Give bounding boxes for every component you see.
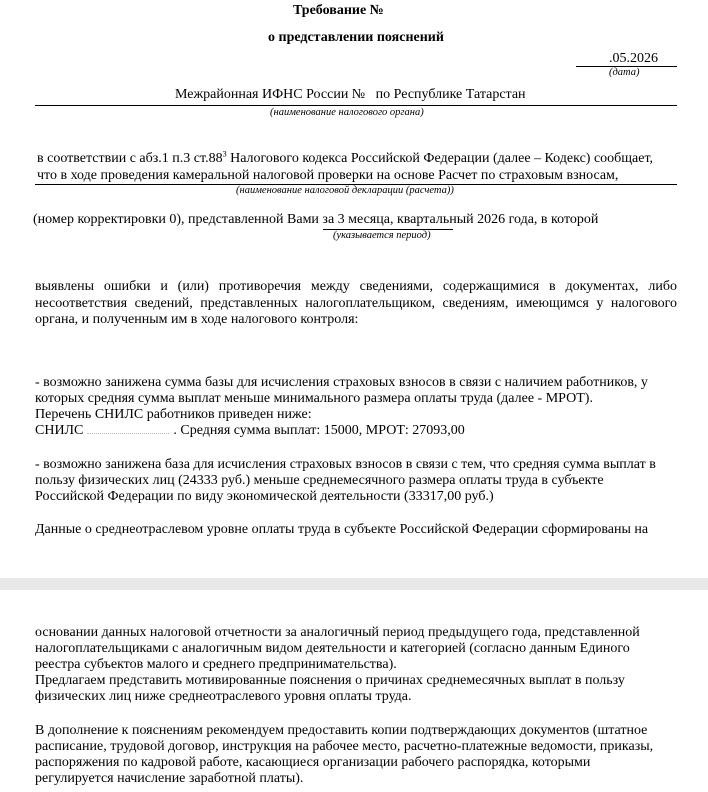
snils-redacted <box>87 423 169 434</box>
issue-1-line-2: которых средняя сумма выплат меньше минимального размера оплаты труда (далее - МРОТ). <box>35 391 593 406</box>
authority-caption: (наименование налогового органа) <box>270 107 424 118</box>
authority-underline <box>35 105 677 106</box>
issue-2-line-1: - возможно занижена база для исчисления страховых взносов в связи с тем, что средняя сумма выплат в <box>35 457 656 472</box>
avg-data-line: Данные о среднеотраслевом уровне оплаты труда в субъекте Российской Федерации сформированы на <box>35 522 649 537</box>
issue-1-line-1: - возможно занижена сумма базы для исчисления страховых взносов в связи с наличием работников, у <box>35 375 648 390</box>
declaration-caption: (наименование налоговой декларации (расчета)) <box>236 185 454 196</box>
snils-label: СНИЛС <box>35 423 84 438</box>
continuation-line-5: физических лиц ниже среднеотраслевого уровня оплаты труда. <box>35 689 412 704</box>
continuation-line-4: Предлагаем представить мотивированные пояснения о причинах среднемесячных выплат в пользу <box>35 673 625 688</box>
recommendation-line-2: расписание, трудовой договор, инструкция на рабочее место, расчетно-платежные ведомости, приказы, <box>35 739 654 754</box>
page-break <box>0 578 708 590</box>
intro-line-1: в соответствии с абз.1 п.3 $ст.88^3$ Налогового кодекса Российской Федерации (далее – Кодекс) сообщает, <box>37 149 654 166</box>
continuation-line-1: основании данных налоговой отчетности за аналогичный период предыдущего года, представленной <box>35 625 640 640</box>
issue-1-line-3: Перечень СНИЛС работников приведен ниже: <box>35 407 312 422</box>
period-caption: (указывается период) <box>333 230 431 241</box>
snils-details: . Средняя сумма выплат: 15000, МРОТ: 27093,00 <box>173 423 465 438</box>
date-value: .05.2026 <box>609 51 658 66</box>
recommendation-line-3: распоряжения по кадровой работе, касающиеся организации рабочего распорядка, которыми <box>35 755 591 770</box>
snils-row <box>35 422 465 439</box>
document-title: Требование № <box>293 3 384 18</box>
period-line: (номер корректировки 0), представленной Вами за 3 месяца, квартальный 2026 года, в которой <box>33 212 599 227</box>
tax-authority-name: Межрайонная ИФНС России № по Республике Татарстан <box>175 87 526 102</box>
period-value: 3 месяца, квартальный 2026 <box>337 212 506 227</box>
issue-2-line-2: пользу физических лиц (24333 руб.) меньше среднемесячного размера оплаты труда в субъекте <box>35 473 604 488</box>
issue-2-line-3: Российской Федерации по виду экономической деятельности (33317,00 руб.) <box>35 489 494 504</box>
recommendation-line-1: В дополнение к пояснениям рекомендуем предоставить копии подтверждающих документов (штатное <box>35 723 648 738</box>
date-caption: (дата) <box>609 67 640 78</box>
intro-line-2: что в ходе проведения камеральной налоговой проверки на основе Расчет по страховым взносам, <box>37 168 619 183</box>
document-subtitle: о представлении пояснений <box>268 30 444 45</box>
continuation-line-2: налогоплательщиками с аналогичным видом деятельности и категорией (согласно данным Единого <box>35 641 630 656</box>
errors-paragraph: выявлены ошибки и (или) противоречия между сведениями, содержащимися в документах, либо несоответствия сведений, представленных налогоплательщиком, сведениям, имеющимся у налогового органа, и полученным им в ходе налогового контроля: <box>35 279 677 327</box>
recommendation-line-4: регулируется начисление заработной платы). <box>35 771 304 786</box>
continuation-line-3: реестра субъектов малого и среднего предпринимательства). <box>35 657 397 672</box>
